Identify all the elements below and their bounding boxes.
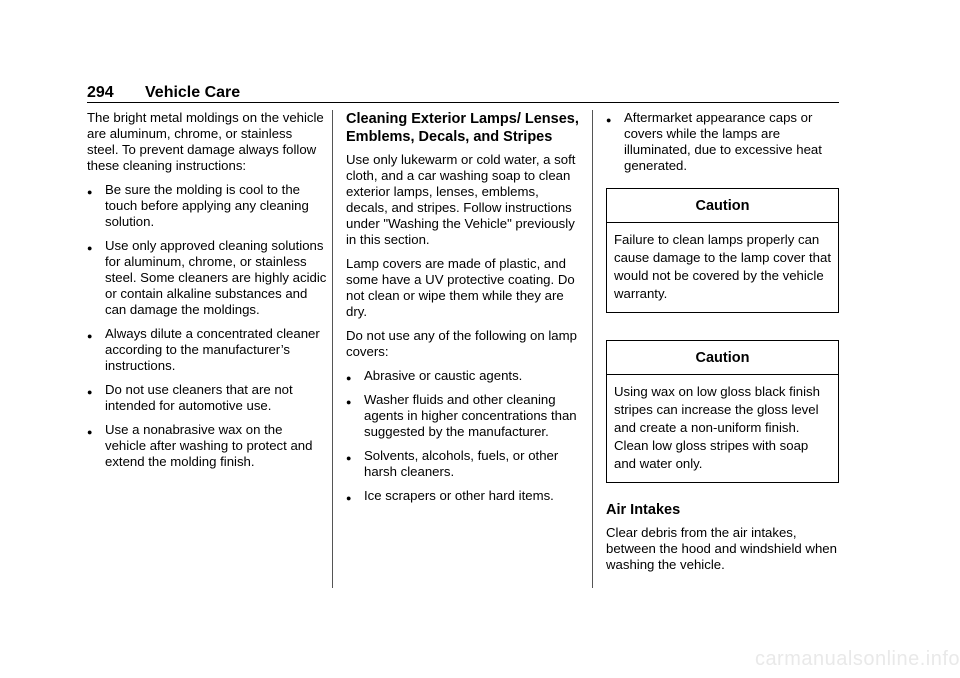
paragraph: Clear debris from the air intakes, between the hood and windshield when washing the vehicle. — [606, 525, 837, 572]
bullet-icon: ● — [346, 373, 352, 383]
bullet-icon: ● — [87, 187, 93, 197]
column-divider-2 — [592, 110, 593, 588]
caution-box — [606, 188, 839, 313]
page-header — [87, 84, 240, 102]
bullet-icon: ● — [606, 115, 612, 125]
section-title: Vehicle Care — [145, 84, 241, 101]
list-item: ● Abrasive or caustic agents. — [346, 368, 581, 384]
header-rule — [87, 102, 839, 103]
bullet-icon: ● — [87, 243, 93, 253]
list-item: ● Aftermarket appearance caps or covers while the lamps are illuminated, due to excessive heat generated. — [606, 110, 822, 173]
list-item: ● Do not use cleaners that are not intended for automotive use. — [87, 382, 293, 413]
column-2 — [346, 110, 581, 512]
caution-text: Using wax on low gloss black finish stripes can increase the gloss level and create a non-uniform finish. Clean low gloss stripes with soap and water only. — [614, 384, 820, 471]
intro-paragraph: The bright metal moldings on the vehicle are aluminum, chrome, or stainless steel. To prevent damage always follow these cleaning instructions: — [87, 110, 324, 173]
caution-text: Failure to clean lamps properly can cause damage to the lamp cover that would not be covered by the vehicle warranty. — [614, 232, 831, 301]
list-item: ● Always dilute a concentrated cleaner according to the manufacturer’s instructions. — [87, 326, 320, 373]
column-divider-1 — [332, 110, 333, 588]
paragraph: Use only lukewarm or cold water, a soft cloth, and a car washing soap to clean exterior lamps, lenses, emblems, decals, and stripes. Follow instructions under "Washing the Vehicle" previously in this section. — [346, 152, 576, 247]
paragraph: Lamp covers are made of plastic, and some have a UV protective coating. Do not clean or wipe them while they are dry. — [346, 256, 575, 319]
list-item: ● Be sure the molding is cool to the touch before applying any cleaning solution. — [87, 182, 309, 229]
section-heading: Air Intakes — [606, 502, 681, 518]
bullet-icon: ● — [87, 387, 93, 397]
list-item: ● Ice scrapers or other hard items. — [346, 488, 581, 504]
bullet-icon: ● — [87, 331, 93, 341]
caution-title: Caution — [607, 341, 838, 375]
caution-title: Caution — [607, 189, 838, 223]
list-item: ● Washer fluids and other cleaning agents in higher concentrations than suggested by the manufacturer. — [346, 392, 577, 439]
column-1 — [87, 110, 327, 478]
bullet-icon: ● — [346, 453, 352, 463]
paragraph: Do not use any of the following on lamp covers: — [346, 328, 577, 359]
caution-box — [606, 340, 839, 483]
page-number: 294 — [87, 84, 114, 101]
list-item: ● Use only approved cleaning solutions for aluminum, chrome, or stainless steel. Some cleaners are highly acidic or contain alkaline substances and can damage the moldings. — [87, 238, 327, 317]
list-item: ● Solvents, alcohols, fuels, or other harsh cleaners. — [346, 448, 559, 479]
column-3 — [606, 110, 840, 581]
list-item: ● Use a nonabrasive wax on the vehicle after washing to protect and extend the molding finish. — [87, 422, 313, 469]
watermark: carmanualsonline.info — [754, 648, 960, 670]
bullet-icon: ● — [87, 427, 93, 437]
bullet-icon: ● — [346, 493, 352, 503]
bullet-icon: ● — [346, 397, 352, 407]
section-heading: Cleaning Exterior Lamps/ Lenses, Emblems, Decals, and Stripes — [346, 111, 579, 145]
